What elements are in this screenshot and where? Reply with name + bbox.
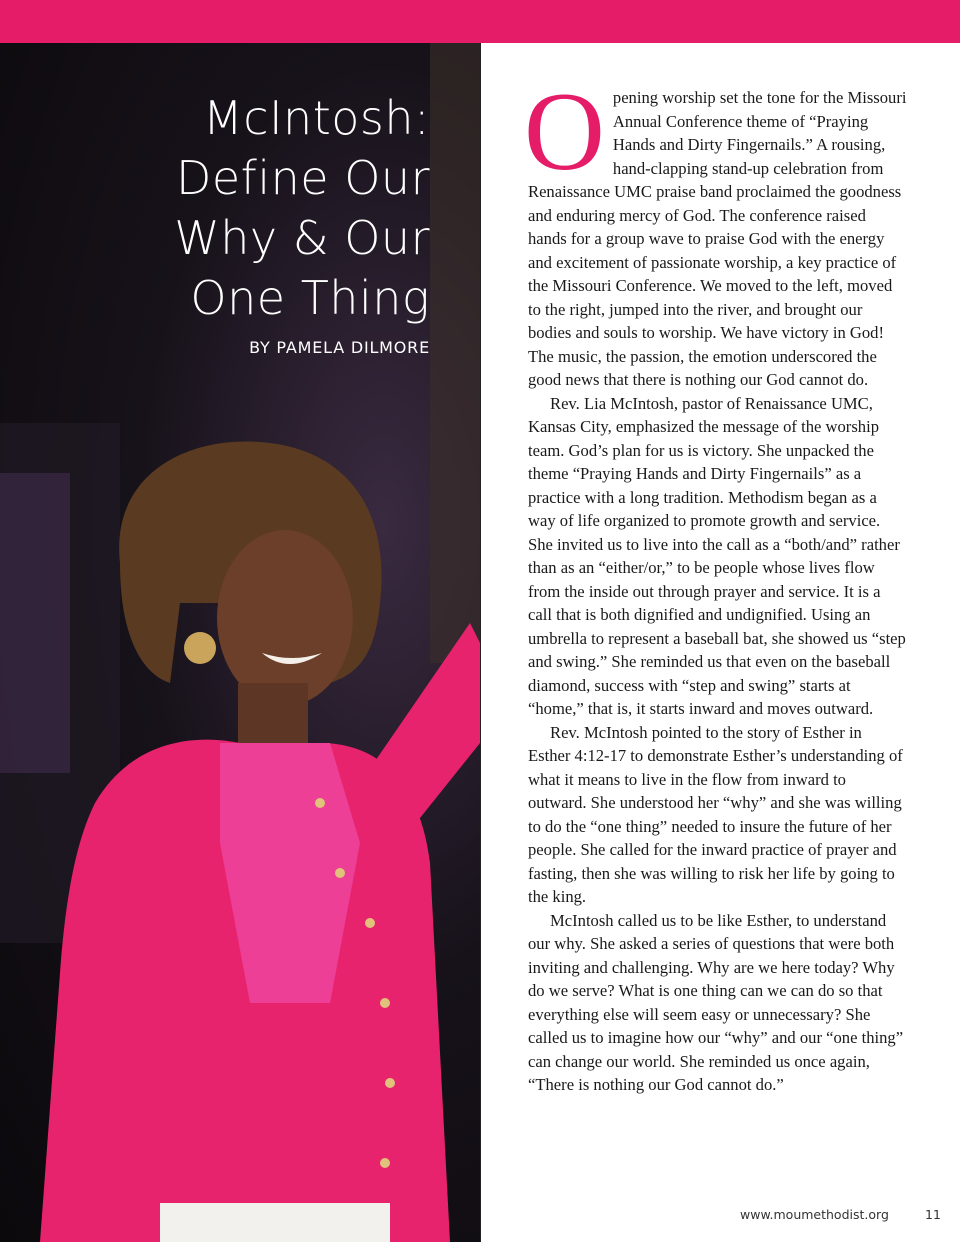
- headline-line: One Thing: [190, 271, 430, 325]
- article-paragraph: [524, 70, 908, 392]
- column-divider: [480, 43, 481, 1242]
- headline-line: McIntosh:: [203, 91, 430, 145]
- website-link[interactable]: www.moumethodist.org: [740, 1207, 889, 1222]
- article-body: [524, 70, 908, 1097]
- headline-line: Define Our: [175, 151, 430, 205]
- page-number: 11: [925, 1207, 941, 1222]
- article-paragraph: Rev. McIntosh pointed to the story of Esther in Esther 4:12-17 to demonstrate Esther’s understanding of what it means to live in the flow from inward to outward. She understood her “why” and she was willing to do the “one thing” needed to insure the future of her people. She called for the inward practice of prayer and fasting, then she was willing to risk her life by going to the king.: [528, 722, 903, 906]
- paragraph-text: pening worship set the tone for the Missouri Annual Conference theme of “Praying Hands and Dirty Fingernails.” A rousing, hand-clapping stand-up celebration from Renaissance UMC praise band proclaimed the goodness and enduring mercy of God. The conference raised hands for a group wave to praise God with the energy and excitement of passionate worship, a key practice of the Missouri Conference. We moved to the left, moved to the right, jumped into the river, and brought our bodies and souls to worship. We have victory in God! The music, the passion, the emotion underscored the good news that there is nothing our God cannot do.: [528, 88, 907, 389]
- article-paragraph: Rev. Lia McIntosh, pastor of Renaissance UMC, Kansas City, emphasized the message of the worship team. God’s plan for us is victory. She unpacked the theme “Praying Hands and Dirty Fingernails” as a practice with a long tradition. Methodism began as a way of life organized to promote growth and service. She invited us to live into the call as a “both/and” rather than as an “either/or,” to be people whose lives flow from the inside out through prayer and service. It is a call that is both dignified and undignified. Using an umbrella to represent a baseball bat, she showed us “step and swing.” She reminded us that even on the baseball diamond, success with “step and swing” starts at “home,” that is, it starts inward and moves outward.: [528, 393, 906, 718]
- headline-line: Why & Our: [174, 211, 430, 265]
- top-accent-bar: [0, 0, 960, 43]
- article-headline: [10, 88, 430, 328]
- drop-cap: O: [524, 70, 605, 194]
- article-paragraph: McIntosh called us to be like Esther, to understand our why. She asked a series of questions that were both inviting and challenging. Why are we here today? Why do we serve? What is one thing can we can do so that everything else will seem easy or unnecessary? She called us to imagine how our “why” and our “one thing” can change our world. She reminded us once again, “There is nothing our God cannot do.”: [528, 910, 904, 1094]
- author-byline: BY PAMELA DILMORE: [249, 338, 430, 357]
